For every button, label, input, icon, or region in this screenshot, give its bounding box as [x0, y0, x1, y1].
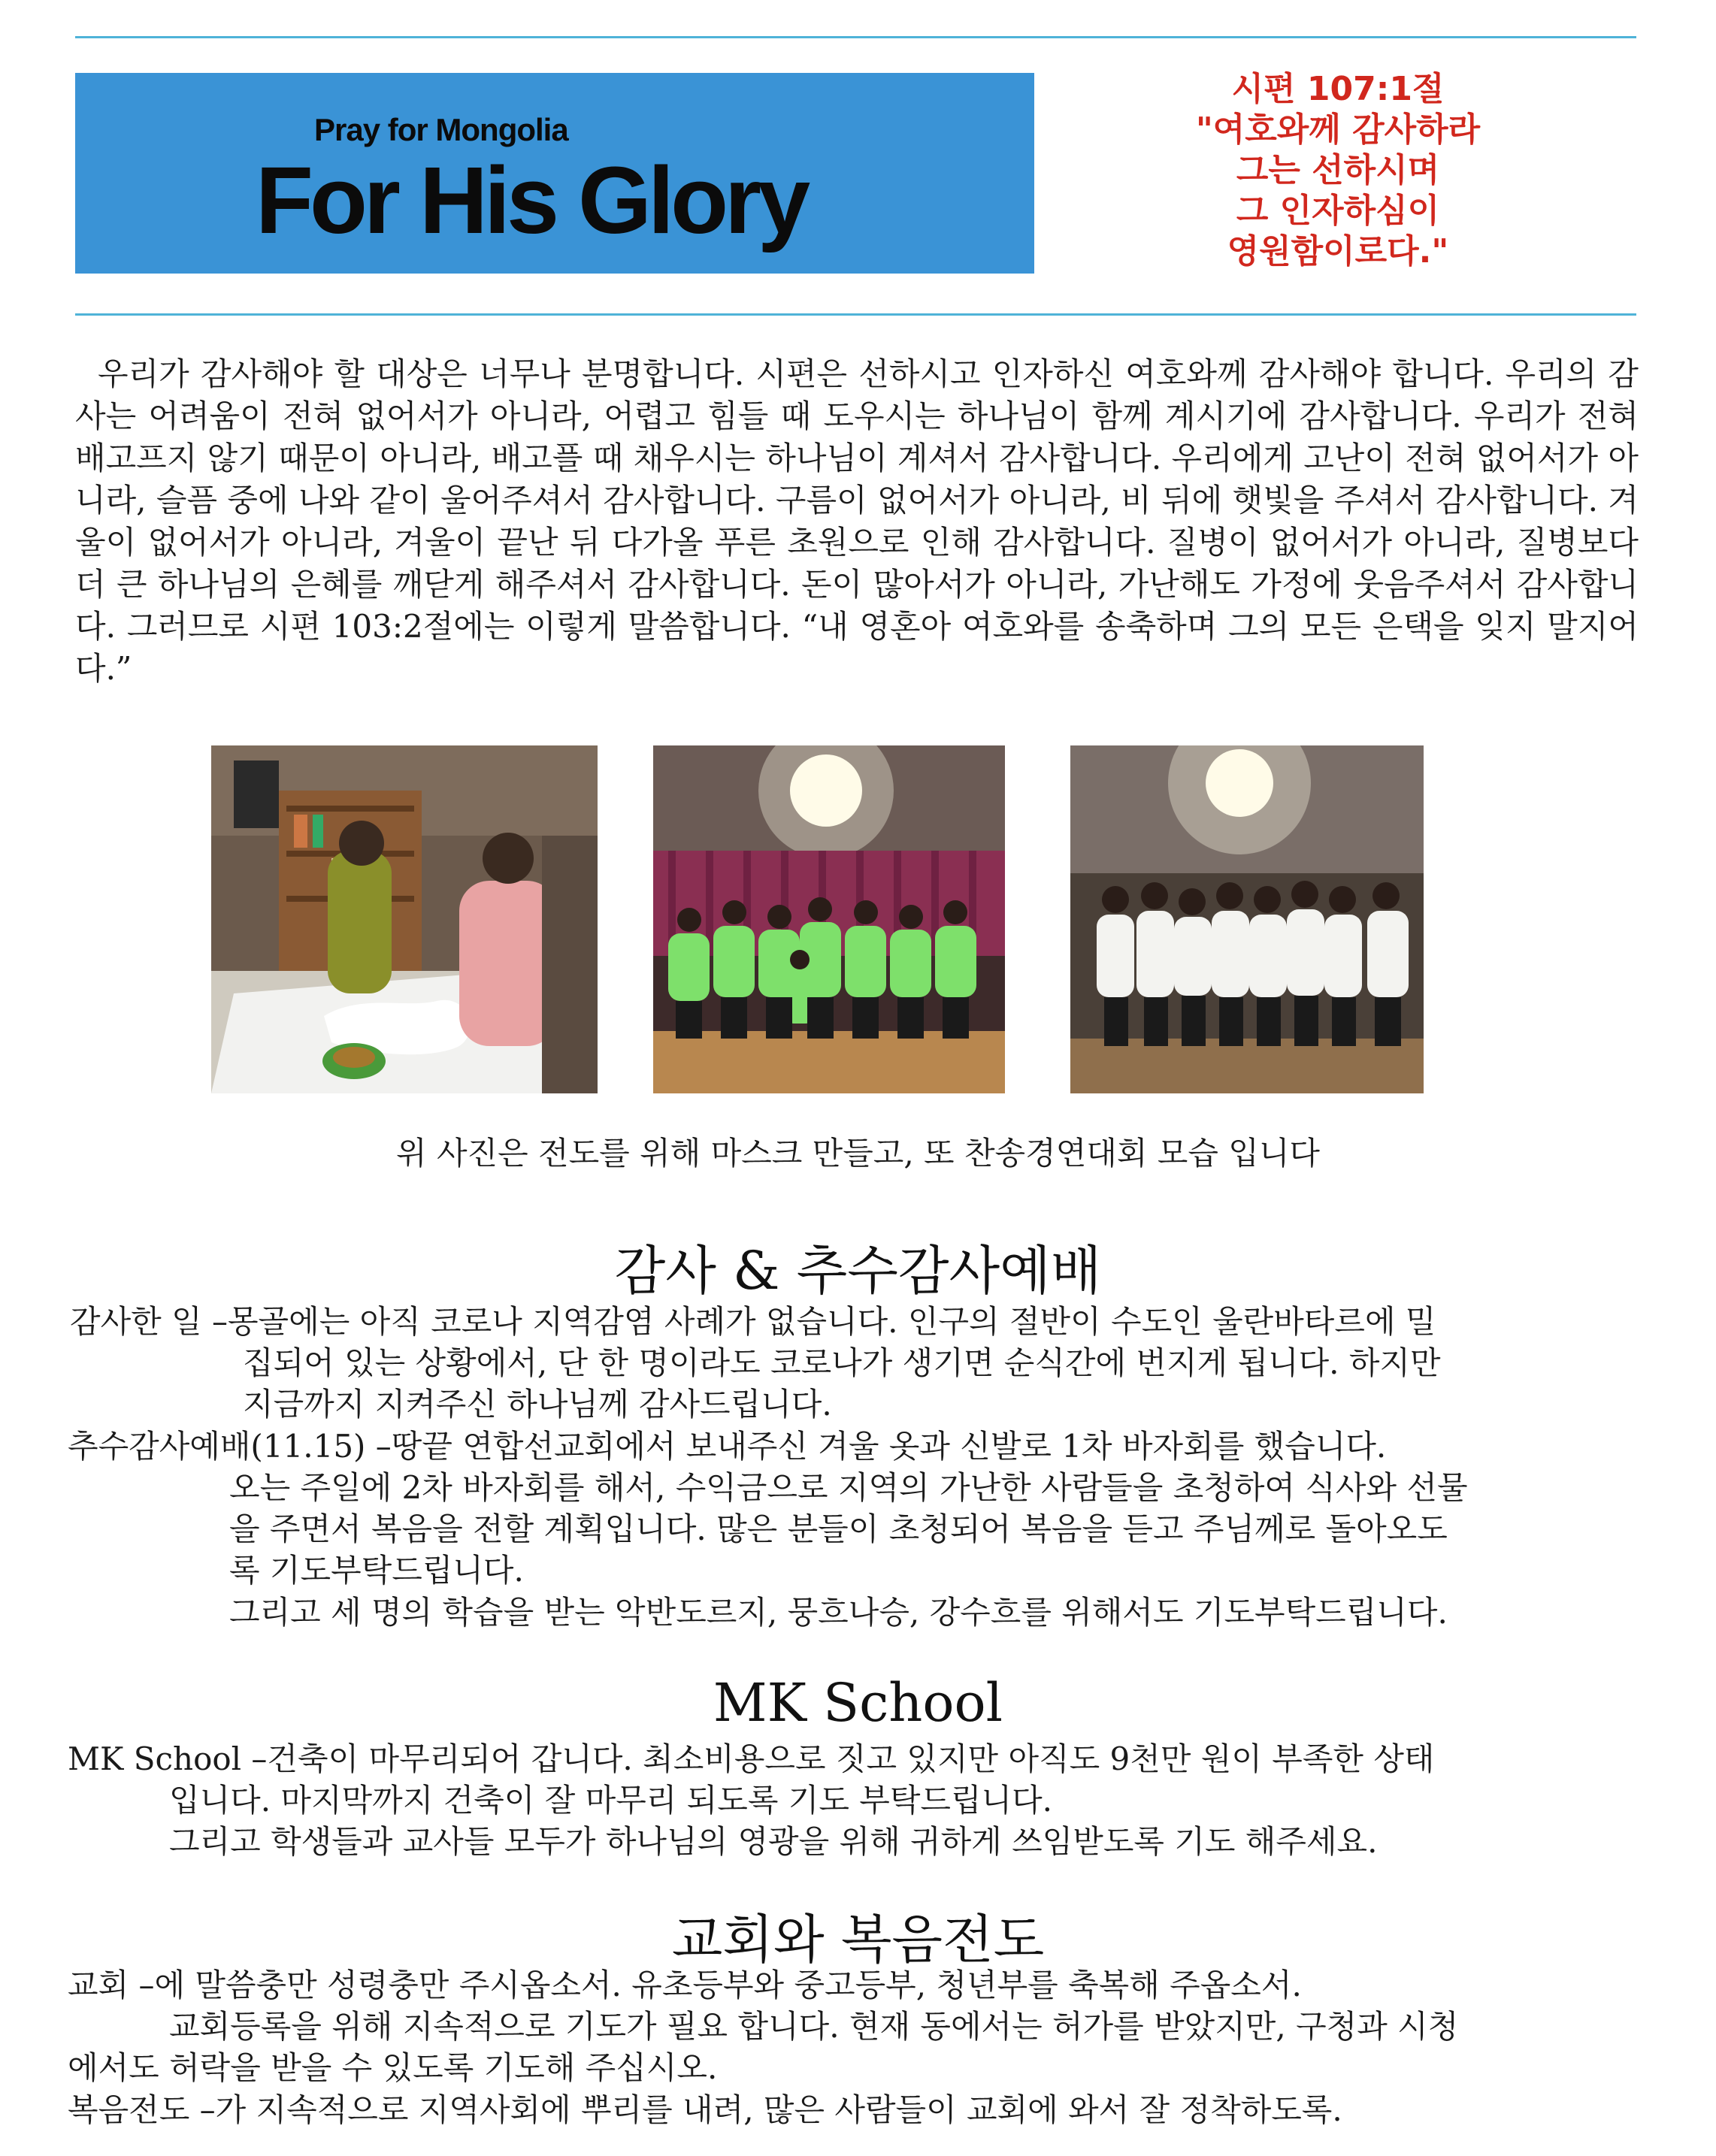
newsletter-banner — [75, 73, 1034, 274]
verse-line: 영원함이로다." — [1227, 232, 1449, 271]
text-line: 지금까지 지켜주신 하나님께 감사드립니다. — [243, 1386, 832, 1423]
text-line: 집되어 있는 상황에서, 단 한 명이라도 코로나가 생기면 순식간에 번지게 됩니다. 하지만 — [243, 1344, 1441, 1381]
photo-caption: 위 사진은 전도를 위해 마스크 만들고, 또 찬송경연대회 모습 입니다 — [396, 1135, 1320, 1172]
photo-choir-green — [653, 745, 1005, 1093]
section-heading-thanksgiving: 감사 & 추수감사예배 — [614, 1240, 1102, 1302]
text-line: 교회 –에 말씀충만 성령충만 주시옵소서. 유초등부와 중고등부, 청년부를 축복해 주옵소서. — [68, 1967, 1302, 2003]
text-line: 복음전도 –가 지속적으로 지역사회에 뿌리를 내려, 많은 사람들이 교회에 와서 잘 정착하도록. — [68, 2091, 1342, 2128]
text-line: 록 기도부탁드립니다. — [229, 1552, 524, 1589]
text-line: 입니다. 마지막까지 건축이 잘 마무리 되도록 기도 부탁드립니다. — [169, 1782, 1053, 1819]
verse-line: 그 인자하심이 — [1236, 192, 1440, 230]
section-heading-mk-school: MK School — [713, 1672, 1003, 1734]
verse-reference: 시편 107:1절 — [1231, 70, 1445, 108]
text-line: 오는 주일에 2차 바자회를 해서, 수익금으로 지역의 가난한 사람들을 초청하여 식사와 선물 — [229, 1469, 1468, 1506]
intro-paragraph — [75, 353, 1639, 690]
photo-choir-white — [1070, 745, 1424, 1093]
text-line: 그리고 학생들과 교사들 모두가 하나님의 영광을 위해 귀하게 쓰임받도록 기도 해주세요. — [169, 1823, 1378, 1860]
verse-line: 그는 선하시며 — [1236, 151, 1440, 189]
text-line: 을 주면서 복음을 전할 계획입니다. 많은 분들이 초청되어 복음을 듣고 주님께로 돌아오도 — [229, 1510, 1448, 1547]
text-line: 교회등록을 위해 지속적으로 기도가 필요 합니다. 현재 동에서는 허가를 받았지만, 구청과 시청 — [169, 2008, 1459, 2045]
top-divider — [75, 36, 1636, 38]
verse-line: "여호와께 감사하라 — [1195, 110, 1481, 149]
section-heading-church: 교회와 복음전도 — [671, 1909, 1045, 1970]
photo-mask-making — [211, 745, 598, 1093]
scripture-verse — [1112, 69, 1563, 272]
text-line: MK School –건축이 마무리되어 갑니다. 최소비용으로 짓고 있지만 아직도 9천만 원이 부족한 상태 — [68, 1740, 1435, 1777]
banner-subtitle: Pray for Mongolia — [314, 112, 568, 147]
text-line: 그리고 세 명의 학습을 받는 악반도르지, 뭉흐나승, 강수흐를 위해서도 기도부탁드립니다. — [229, 1594, 1448, 1631]
text-line: 감사한 일 –몽골에는 아직 코로나 지역감염 사례가 없습니다. 인구의 절반이 수도인 울란바타르에 밀 — [70, 1303, 1436, 1340]
intro-text: 우리가 감사해야 할 대상은 너무나 분명합니다. 시편은 선하시고 인자하신 여호와께 감사해야 합니다. 우리의 감사는 어려움이 전혀 없어서가 아니라, 어렵고 힘들 때 도우시는 하나님이 함께 계시기에 감사합니다. 우리가 전혀 배고프지 않기 때문이 아니라, 배고플 때 채우시는 하나님이 계셔서 감사합니다. 우리에게 고난이 전혀 없어서가 아니라, 슬픔 중에 나와 같이 울어주셔서 감사합니다. 구름이 없어서가 아니라, 비 뒤에 햇빛을 주셔서 감사합니다. 겨울이 없어서가 아니라, 겨울이 끝난 뒤 다가올 푸른 초원으로 인해 감사합니다. 질병이 없어서가 아니라, 질병보다 더 큰 하나님의 은혜를 깨닫게 해주셔서 감사합니다. 돈이 많아서가 아니라, 가난해도 가정에 웃음주셔서 감사합니다. 그러므로 시편 103:2절에는 이렇게 말씀합니다. “내 영혼아 여호와를 송축하며 그의 모든 은택을 잊지 말지어다.” — [75, 355, 1639, 687]
text-line: 추수감사예배(11.15) –땅끝 연합선교회에서 보내주신 겨울 옷과 신발로 1차 바자회를 했습니다. — [68, 1428, 1387, 1465]
header-divider — [75, 313, 1636, 316]
text-line: 에서도 허락을 받을 수 있도록 기도해 주십시오. — [68, 2049, 718, 2086]
banner-title: For His Glory — [256, 147, 807, 253]
